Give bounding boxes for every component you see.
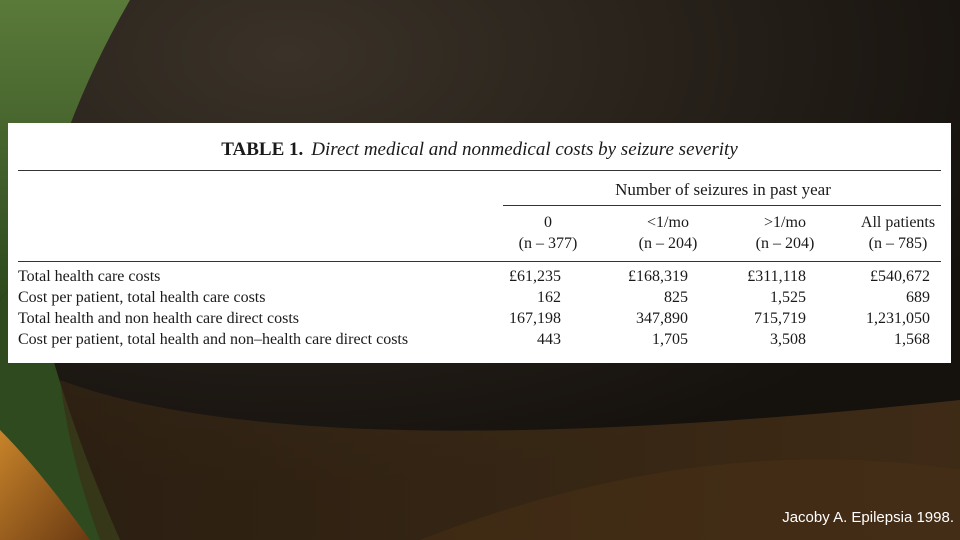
column-header: 0 <box>544 214 552 231</box>
header-rule <box>18 261 941 262</box>
column-n: (n – 785) <box>868 235 928 252</box>
row-label: Cost per patient, total health care costs <box>18 289 266 306</box>
group-rule <box>503 205 941 206</box>
table-cell: 1,525 <box>770 289 806 306</box>
table-title: Direct medical and nonmedical costs by seizure severity <box>311 139 738 160</box>
table-cell: £168,319 <box>628 268 688 285</box>
column-header: >1/mo <box>764 214 806 231</box>
table-cell: 3,508 <box>770 331 806 348</box>
table-cell: 443 <box>537 331 561 348</box>
column-n: (n – 204) <box>638 235 698 252</box>
group-header: Number of seizures in past year <box>615 180 831 199</box>
table-cell: 1,568 <box>894 331 930 348</box>
citation-text: Jacoby A. Epilepsia 1998. <box>782 509 954 526</box>
row-label: Total health and non health care direct costs <box>18 310 299 327</box>
table-caption <box>8 139 951 161</box>
table-cell: 162 <box>537 289 561 306</box>
table-label: TABLE 1. <box>221 139 304 160</box>
table-cell: 715,719 <box>754 310 806 327</box>
top-rule <box>18 170 941 171</box>
table-cell: 347,890 <box>636 310 688 327</box>
row-label: Cost per patient, total health and non–health care direct costs <box>18 331 409 348</box>
column-header: All patients <box>860 214 936 231</box>
column-header: <1/mo <box>647 214 689 231</box>
table-image <box>8 123 951 363</box>
table-cell: £61,235 <box>509 268 561 285</box>
column-n: (n – 204) <box>755 235 815 252</box>
table-cell: 689 <box>906 289 930 306</box>
table-cell: 825 <box>664 289 688 306</box>
table-cell: 167,198 <box>509 310 561 327</box>
table-cell: £311,118 <box>747 268 806 285</box>
table-cell: 1,231,050 <box>866 310 930 327</box>
row-label: Total health care costs <box>18 268 161 285</box>
table-cell: £540,672 <box>870 268 930 285</box>
table-cell: 1,705 <box>652 331 688 348</box>
column-n: (n – 377) <box>518 235 578 252</box>
